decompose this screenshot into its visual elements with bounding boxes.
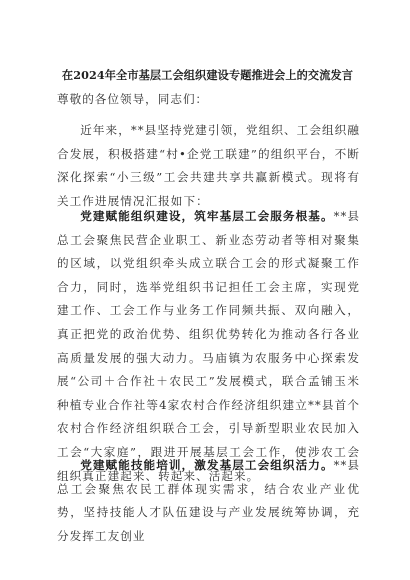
paragraph-body: 近年来，**县坚持党建引领，党组织、工会组织融合发展，积极搭建“村•企党工联建”的组织平台，不断深化探索“小三级”工会共建共享共赢新模式。现将有关工作进展情况汇报如下：	[57, 123, 360, 208]
paragraph-organization-building	[57, 205, 360, 488]
salutation: 尊敬的各位领导，同志们：	[57, 92, 209, 106]
paragraph-text	[57, 205, 360, 488]
paragraph-text	[57, 454, 360, 548]
paragraph-heading: 党建赋能组织建设，筑牢基层工会服务根基。	[80, 209, 334, 223]
paragraph-body: **县总工会聚焦农民工群体现实需求，结合农业产业优势，坚持技能人才队伍建设与产业发展统筹协调，充分发挥工友创业	[57, 458, 360, 543]
paragraph-text	[57, 119, 360, 213]
paragraph-heading: 党建赋能技能培训，激发基层工会组织活力。	[80, 458, 334, 472]
document-title: 在2024年全市基层工会组织建设专题推进会上的交流发言	[61, 68, 354, 82]
paragraph-body: **县总工会聚焦民营企业职工、新业态劳动者等相对聚集的区域，以党组织牵头成立联合工会的形式凝聚工作合力，同时，选举党组织书记担任工会主席，实现党建工作、工会工作与业务工作同频共振、双向融入，真正把党的政治优势、组织优势转化为推动各行各业高质量发展的强大动力。马庙镇为农服务中心探索发展“公司＋合作社＋农民工”发展模式，联合孟铺玉米种植专业合作社等4家农村合作经济组织建立**县首个农村合作经济组织联合工会，引导新型职业农民加入工会“大家庭”，跟进开展基层工会工作，使涉农工会组织真正建起来、转起来、活起来。	[57, 209, 360, 483]
paragraph-intro	[57, 119, 360, 213]
paragraph-skills-training	[57, 454, 360, 548]
